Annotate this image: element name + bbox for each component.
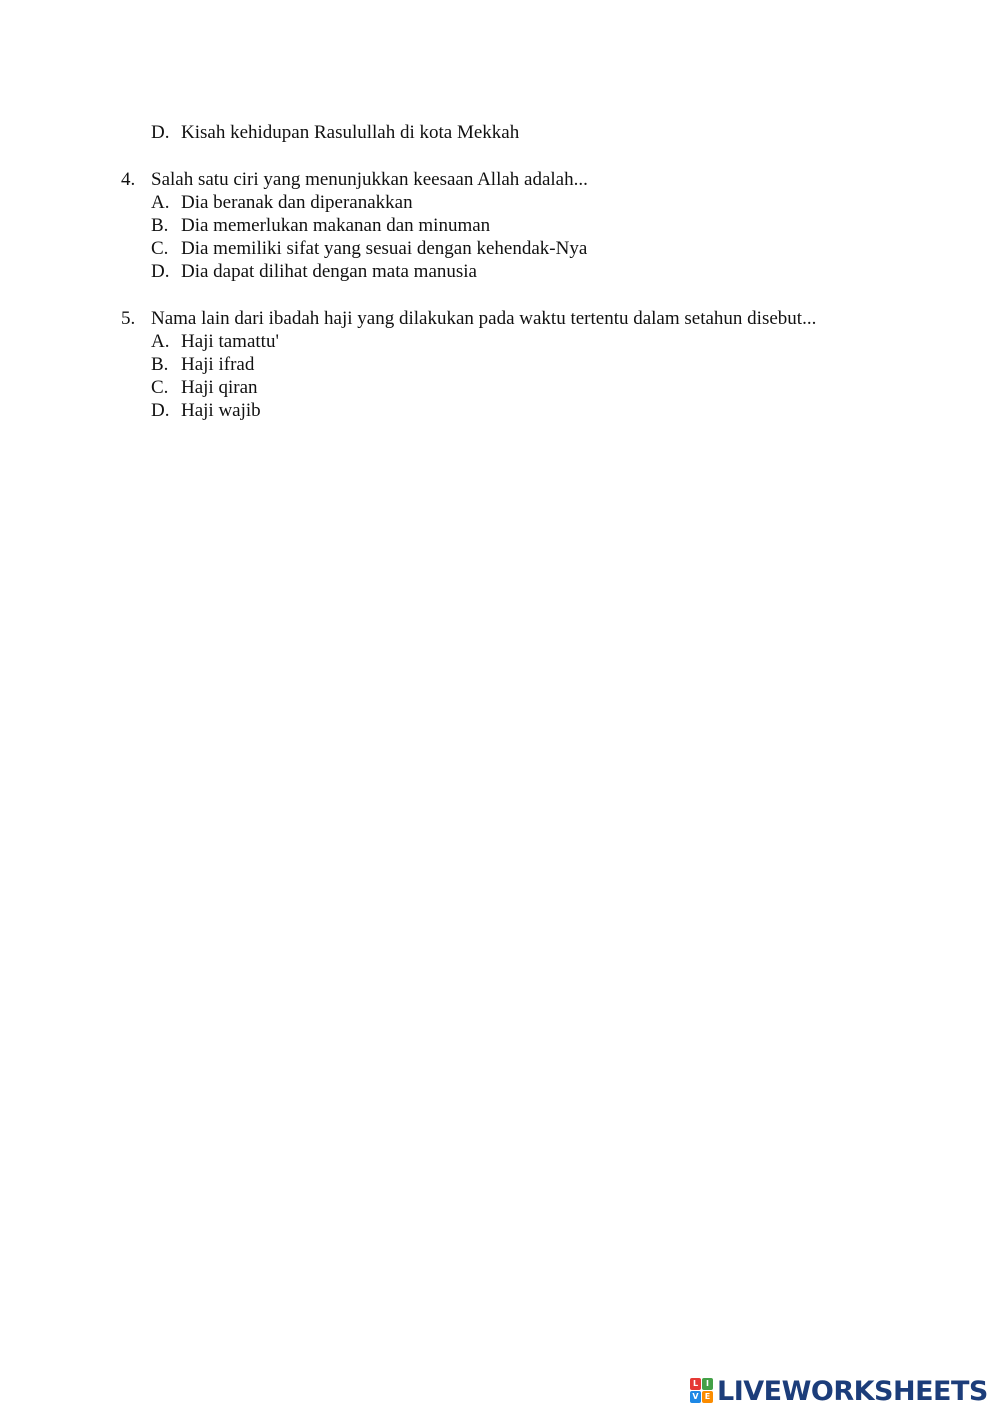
logo-tile-v: V (690, 1391, 701, 1403)
option-text: Dia dapat dilihat dengan mata manusia (181, 261, 477, 282)
option-letter: B. (151, 215, 169, 236)
option-letter: A. (151, 331, 170, 352)
logo-tile-i: I (702, 1378, 713, 1390)
option-text: Dia memerlukan makanan dan minuman (181, 215, 491, 236)
logo-tile-l: L (690, 1378, 701, 1390)
option-text: Haji ifrad (181, 354, 255, 375)
option-text: Haji wajib (181, 400, 261, 421)
question-number: 4. (121, 169, 136, 190)
option-text: Dia memiliki sifat yang sesuai dengan kehendak-Nya (181, 238, 588, 259)
liveworksheets-logo (690, 1374, 988, 1408)
question-number: 5. (121, 308, 136, 329)
option-letter: D. (151, 122, 170, 143)
option-letter: D. (151, 400, 170, 421)
option-letter: C. (151, 377, 169, 398)
option-letter: A. (151, 192, 170, 213)
logo-tile-e: E (702, 1391, 713, 1403)
question-text: Salah satu ciri yang menunjukkan keesaan Allah adalah... (151, 169, 588, 190)
option-letter: D. (151, 261, 170, 282)
option-text: Haji qiran (181, 377, 258, 398)
option-letter: C. (151, 238, 169, 259)
option-text: Haji tamattu' (181, 331, 279, 352)
logo-icon (690, 1378, 714, 1404)
option-text: Dia beranak dan diperanakkan (181, 192, 413, 213)
option-letter: B. (151, 354, 169, 375)
logo-text: LIVEWORKSHEETS (717, 1375, 988, 1407)
question-text: Nama lain dari ibadah haji yang dilakukan pada waktu tertentu dalam setahun disebut... (151, 308, 817, 329)
option-text: Kisah kehidupan Rasulullah di kota Mekkah (181, 122, 520, 143)
